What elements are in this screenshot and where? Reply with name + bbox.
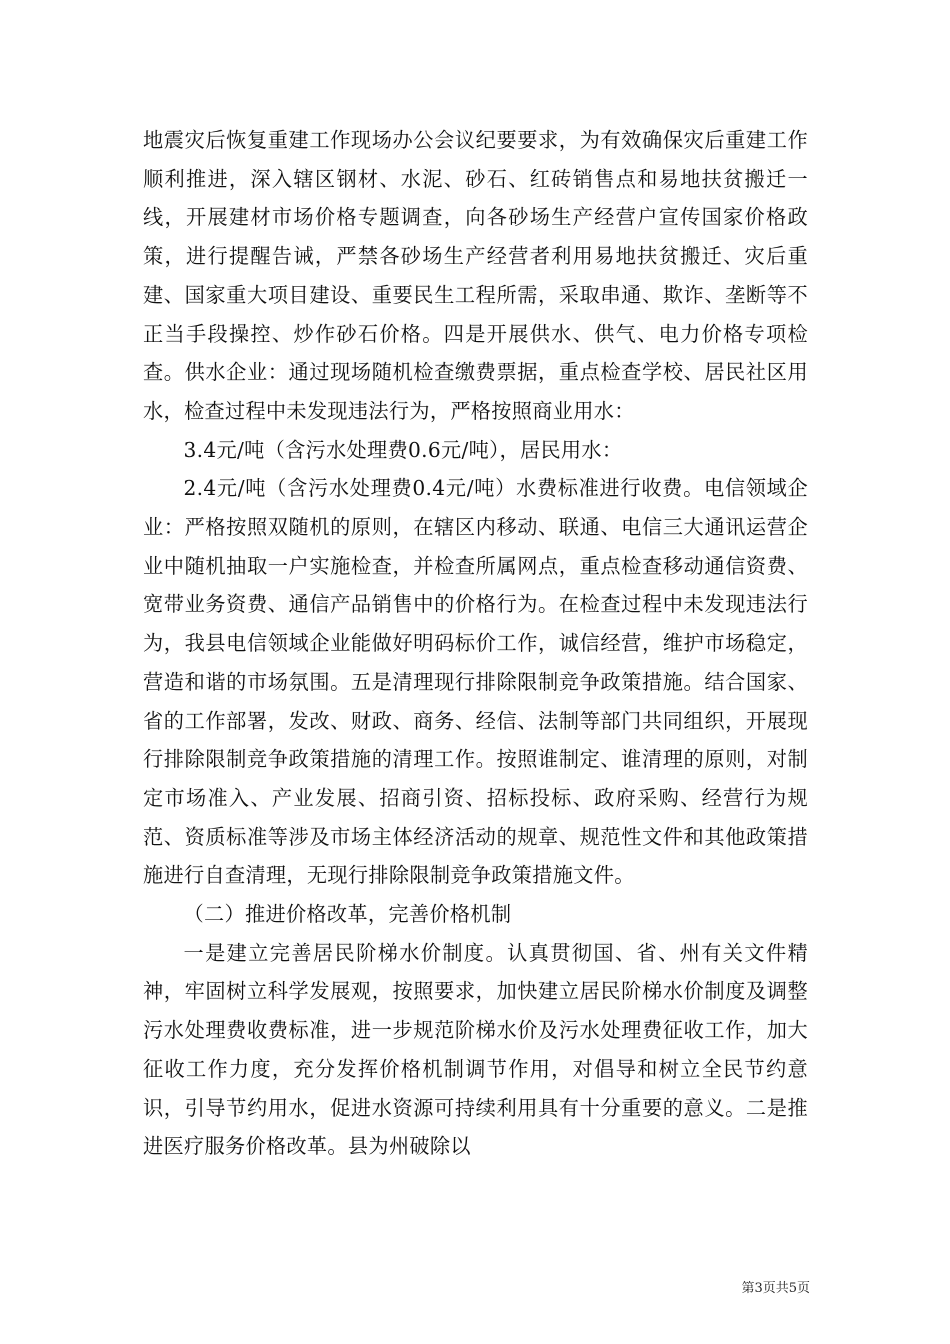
paragraph-building-materials-inspection: 地震灾后恢复重建工作现场办公会议纪要要求，为有效确保灾后重建工作顺利推进，深入辖区钢材、水泥、砂石、红砖销售点和易地扶贫搬迁一线，开展建材市场价格专题调查，向各砂场生产经营户宣传国家价格政策，进行提醒告诫，严禁各砂场生产经营者利用易地扶贫搬迁、灾后重建、国家重大项目建设、重要民生工程所需，采取串通、欺诈、垄断等不正当手段操控、炒作砂石价格。四是开展供水、供气、电力价格专项检查。供水企业：通过现场随机检查缴费票据，重点检查学校、居民社区用水，检查过程中未发现违法行为，严格按照商业用水： — [143, 128, 808, 423]
paragraph-residential-water-rate-telecom: 2.4元/吨（含污水处理费0.4元/吨）水费标准进行收费。电信领域企业：严格按照双随机的原则，在辖区内移动、联通、电信三大通讯运营企业中随机抽取一户实施检查，并检查所属网点，重点检查移动通信资费、宽带业务资费、通信产品销售中的价格行为。在检查过程中未发现违法行为，我县电信领域企业能做好明码标价工作，诚信经营，维护市场稳定，营造和谐的市场氛围。五是清理现行排除限制竞争政策措施。结合国家、省的工作部署，发改、财政、商务、经信、法制等部门共同组织，开展现行排除限制竞争政策措施的清理工作。按照谁制定、谁清理的原则，对制定市场准入、产业发展、招商引资、招标投标、政府采购、经营行为规范、资质标准等涉及市场主体经济活动的规章、规范性文件和其他政策措施进行自查清理，无现行排除限制竞争政策措施文件。 — [143, 476, 808, 888]
section-heading-price-reform: （二）推进价格改革，完善价格机制 — [183, 902, 512, 927]
page-number-footer: 第3页共5页 — [741, 1281, 810, 1296]
paragraph-commercial-water-rate: 3.4元/吨（含污水处理费0.6元/吨），居民用水： — [183, 437, 623, 462]
paragraph-tiered-water-pricing: 一是建立完善居民阶梯水价制度。认真贯彻国、省、州有关文件精神，牢固树立科学发展观，按照要求，加快建立居民阶梯水价制度及调整污水处理费收费标准，进一步规范阶梯水价及污水处理费征收工作，加大征收工作力度，充分发挥价格机制调节作用，对倡导和树立全民节约意识，引导节约用水，促进水资源可持续利用具有十分重要的意义。二是推进医疗服务价格改革。县为州破除以 — [143, 940, 808, 1159]
document-body — [143, 121, 808, 1166]
